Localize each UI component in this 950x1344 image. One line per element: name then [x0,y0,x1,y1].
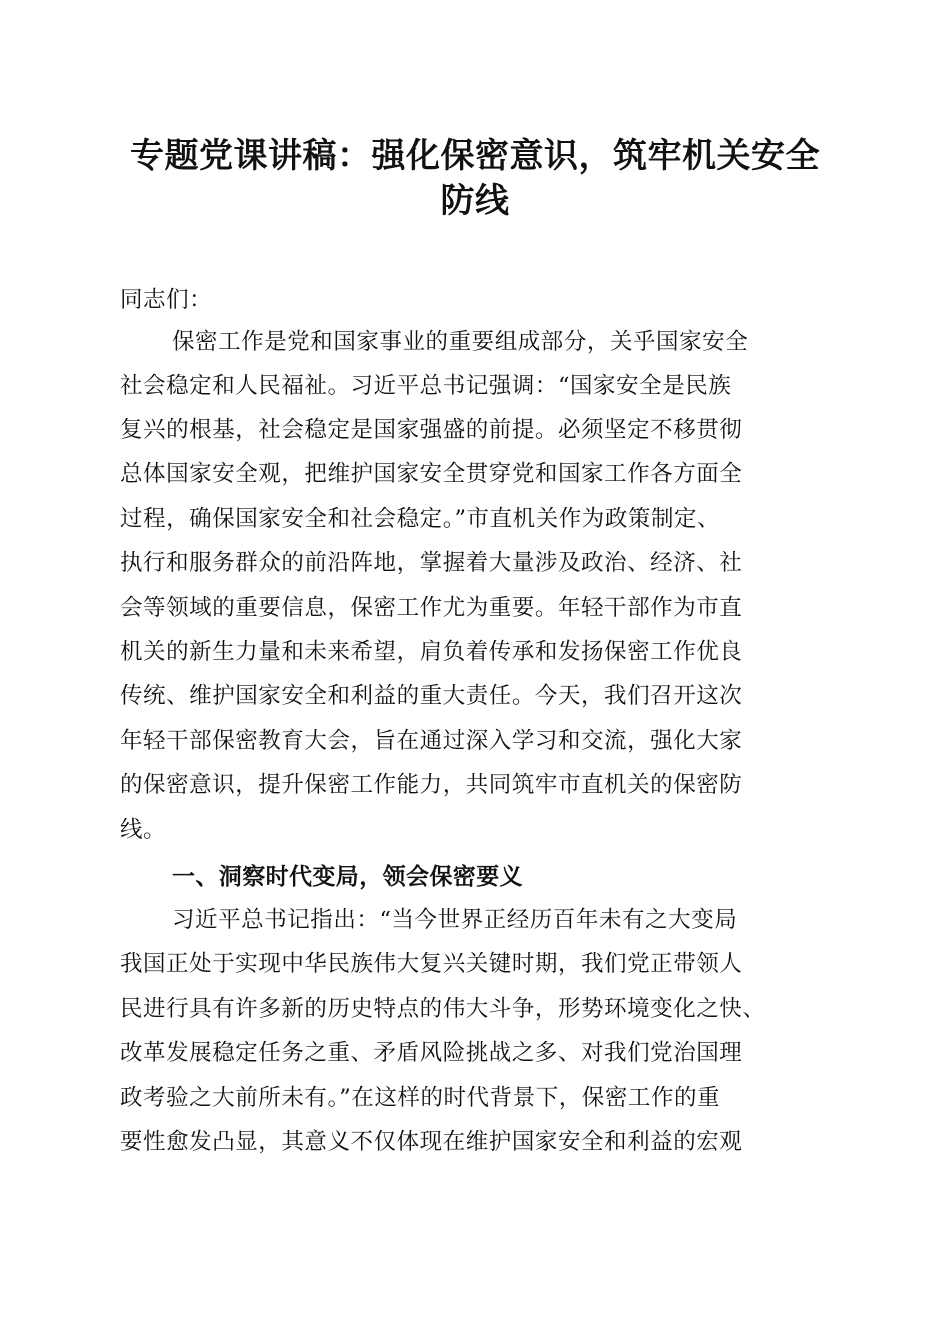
title-line-1: 专题党课讲稿：强化保密意识，筑牢机关安全 [130,136,820,176]
paragraph-line: 年轻干部保密教育大会，旨在通过深入学习和交流，强化大家 [120,728,743,754]
paragraph-line: 传统、维护国家安全和利益的重大责任。今天，我们召开这次 [120,683,743,709]
paragraph-line: 习近平总书记指出：“当今世界正经历百年未有之大变局 [172,907,738,933]
paragraph-line: 我国正处于实现中华民族伟大复兴关键时期，我们党正带领人 [120,951,743,977]
paragraph-line: 线。 [120,817,167,843]
paragraph-line: 政考验之大前所未有。”在这样的时代背景下，保密工作的重 [120,1085,721,1111]
paragraph-line: 社会稳定和人民福祉。习近平总书记强调：“国家安全是民族 [120,373,732,399]
paragraph-line: 改革发展稳定任务之重、矛盾风险挑战之多、对我们党治国理 [120,1040,743,1066]
title-line-2: 防线 [440,181,510,221]
salutation: 同志们： [120,287,213,313]
paragraph-line: 过程，确保国家安全和社会稳定。”市直机关作为政策制定、 [120,506,721,532]
paragraph-line: 复兴的根基，社会稳定是国家强盛的前提。必须坚定不移贯彻 [120,417,743,443]
paragraph-line: 的保密意识，提升保密工作能力，共同筑牢市直机关的保密防 [120,772,743,798]
paragraph-line: 机关的新生力量和未来希望，肩负着传承和发扬保密工作优良 [120,639,743,665]
section-heading: 一、洞察时代变局，领会保密要义 [172,864,523,890]
paragraph-line: 民进行具有许多新的历史特点的伟大斗争，形势环境变化之快、 [120,996,766,1022]
paragraph-line: 要性愈发凸显，其意义不仅体现在维护国家安全和利益的宏观 [120,1129,743,1155]
paragraph-line: 会等领域的重要信息，保密工作尤为重要。年轻干部作为市直 [120,595,743,621]
paragraph-line: 保密工作是党和国家事业的重要组成部分，关乎国家安全 [172,329,749,355]
document-title [100,134,850,224]
paragraph-line: 总体国家安全观，把维护国家安全贯穿党和国家工作各方面全 [120,461,743,487]
paragraph-line: 执行和服务群众的前沿阵地，掌握着大量涉及政治、经济、社 [120,550,743,576]
